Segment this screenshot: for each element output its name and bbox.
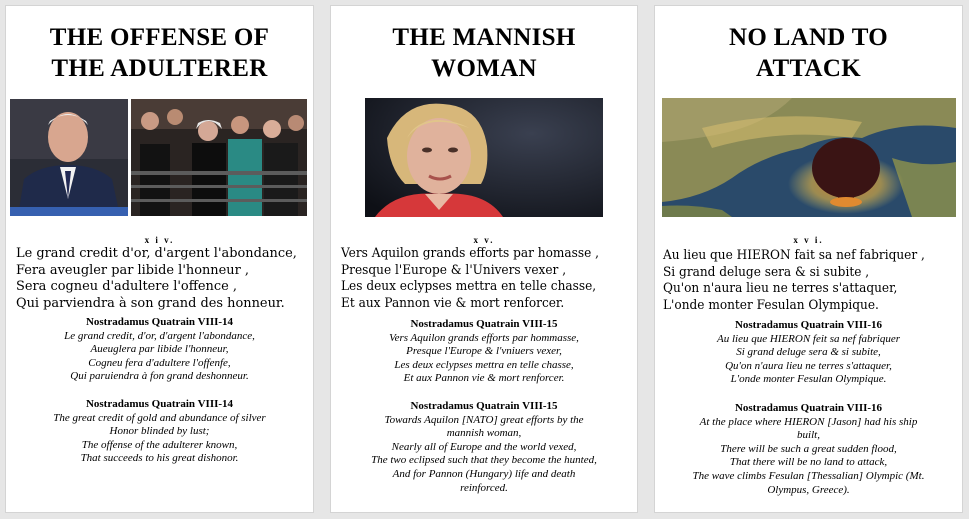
original-line: Le grand credit d'or, d'argent l'abondance, (16, 246, 297, 261)
english-line: That succeeds to his great dishonor. (80, 452, 239, 465)
english-quatrain-block (6, 398, 313, 466)
french-quatrain-block (6, 316, 313, 384)
english-heading: Nostradamus Quatrain VIII-16 (734, 402, 883, 414)
map-flood-impact-illustration (662, 98, 956, 217)
french-line: Si grand deluge sera & si subite, (736, 346, 881, 359)
original-print-quatrain (341, 246, 599, 312)
english-quatrain-block (655, 402, 962, 497)
original-line: Les deux eclypses mettra en telle chasse, (341, 279, 597, 294)
english-line: The two eclipsed such that they become the hunted, (371, 454, 597, 467)
title-line: NO LAND TO (728, 24, 889, 51)
quatrain-number: x v. (473, 235, 495, 245)
english-line: Towards Aquilon [NATO] great efforts by the (384, 413, 584, 426)
english-line: Honor blinded by lust; (109, 425, 210, 438)
original-line: Qu'on n'aura lieu ne terres s'attaquer, (663, 281, 898, 296)
photo-bill-clinton-debate-audience (10, 99, 307, 216)
original-line: Qui parviendra à son grand des honneur. (16, 295, 285, 311)
original-line: Sera cogneu d'adultere l'offence , (16, 279, 237, 294)
french-line: Qui paruiendra à fon grand deshonneur. (70, 370, 249, 383)
french-line: Les deux eclypses mettra en telle chasse, (394, 358, 574, 371)
english-line: The wave climbs Fesulan [Thessalian] Olympic (Mt. (692, 469, 925, 482)
quatrain-number: x v i. (793, 235, 824, 245)
title-line: WOMAN (431, 55, 537, 82)
english-line: reinforced. (460, 481, 508, 494)
original-line: Au lieu que HIERON fait sa nef fabriquer , (663, 248, 925, 263)
panel-no-land-to-attack (655, 6, 962, 512)
title-line: THE ADULTERER (51, 55, 268, 82)
original-line: L'onde monter Fesulan Olympique. (663, 297, 879, 313)
panel-title (6, 22, 313, 84)
french-quatrain-block (331, 318, 637, 386)
french-line: Presque l'Europe & l'vniuers vexer, (406, 345, 562, 358)
french-line: Qu'on n'aura lieu ne terres s'attaquer, (725, 359, 892, 372)
english-line: At the place where HIERON [Jason] had his ship (699, 415, 918, 428)
english-line: The offense of the adulterer known, (81, 438, 238, 451)
original-line: Si grand deluge sera & si subite , (663, 264, 870, 280)
original-line: Fera aveugler par libide l'honneur , (16, 262, 249, 278)
title-line: THE MANNISH (392, 24, 576, 51)
french-heading: Nostradamus Quatrain VIII-16 (734, 319, 883, 331)
original-line: Presque l'Europe & l'Univers vexer , (341, 262, 567, 278)
french-line: L'onde monter Fesulan Olympique. (730, 373, 887, 386)
english-line: That there will be no land to attack, (729, 456, 888, 469)
french-line: Cogneu fera d'adultere l'offenfe, (88, 356, 231, 369)
title-line: ATTACK (755, 55, 862, 82)
french-heading: Nostradamus Quatrain VIII-14 (85, 316, 234, 328)
english-line: Nearly all of Europe and the world vexed, (391, 440, 577, 453)
french-quatrain-block (655, 319, 962, 387)
french-line: Au lieu que HIERON feit sa nef fabriquer (717, 332, 900, 345)
french-line: Aueuglera par libide l'honneur, (90, 343, 229, 356)
english-heading: Nostradamus Quatrain VIII-14 (85, 398, 234, 410)
english-line: The great credit of gold and abundance of silver (53, 411, 266, 424)
english-line: There will be such a great sudden flood, (720, 442, 897, 455)
french-line: Et aux Pannon vie & mort renforcer. (403, 372, 565, 385)
english-line: And for Pannon (Hungary) life and death (392, 467, 576, 480)
panel-offense-of-adulterer (6, 6, 313, 512)
original-line: Vers Aquilon grands efforts par homasse , (341, 246, 599, 261)
panel-title (655, 22, 962, 84)
english-line: Olympus, Greece). (767, 483, 850, 496)
english-line: mannish woman, (446, 427, 522, 440)
title-line: THE OFFENSE OF (49, 24, 270, 51)
english-quatrain-block (331, 400, 637, 495)
french-line: Le grand credit, d'or, d'argent l'abondance, (64, 329, 255, 342)
french-line: Vers Aquilon grands efforts par hommasse, (389, 331, 579, 344)
english-heading: Nostradamus Quatrain VIII-15 (410, 400, 558, 412)
english-line: built, (797, 429, 820, 442)
original-print-quatrain (16, 246, 297, 312)
quatrain-number: x i v. (144, 235, 175, 245)
photo-hillary-clinton-portrait (365, 98, 603, 217)
french-heading: Nostradamus Quatrain VIII-15 (410, 318, 558, 330)
original-line: Et aux Pannon vie & mort renforcer. (341, 295, 565, 311)
original-print-quatrain (663, 248, 925, 314)
panel-title (331, 22, 637, 84)
panel-mannish-woman (331, 6, 637, 512)
